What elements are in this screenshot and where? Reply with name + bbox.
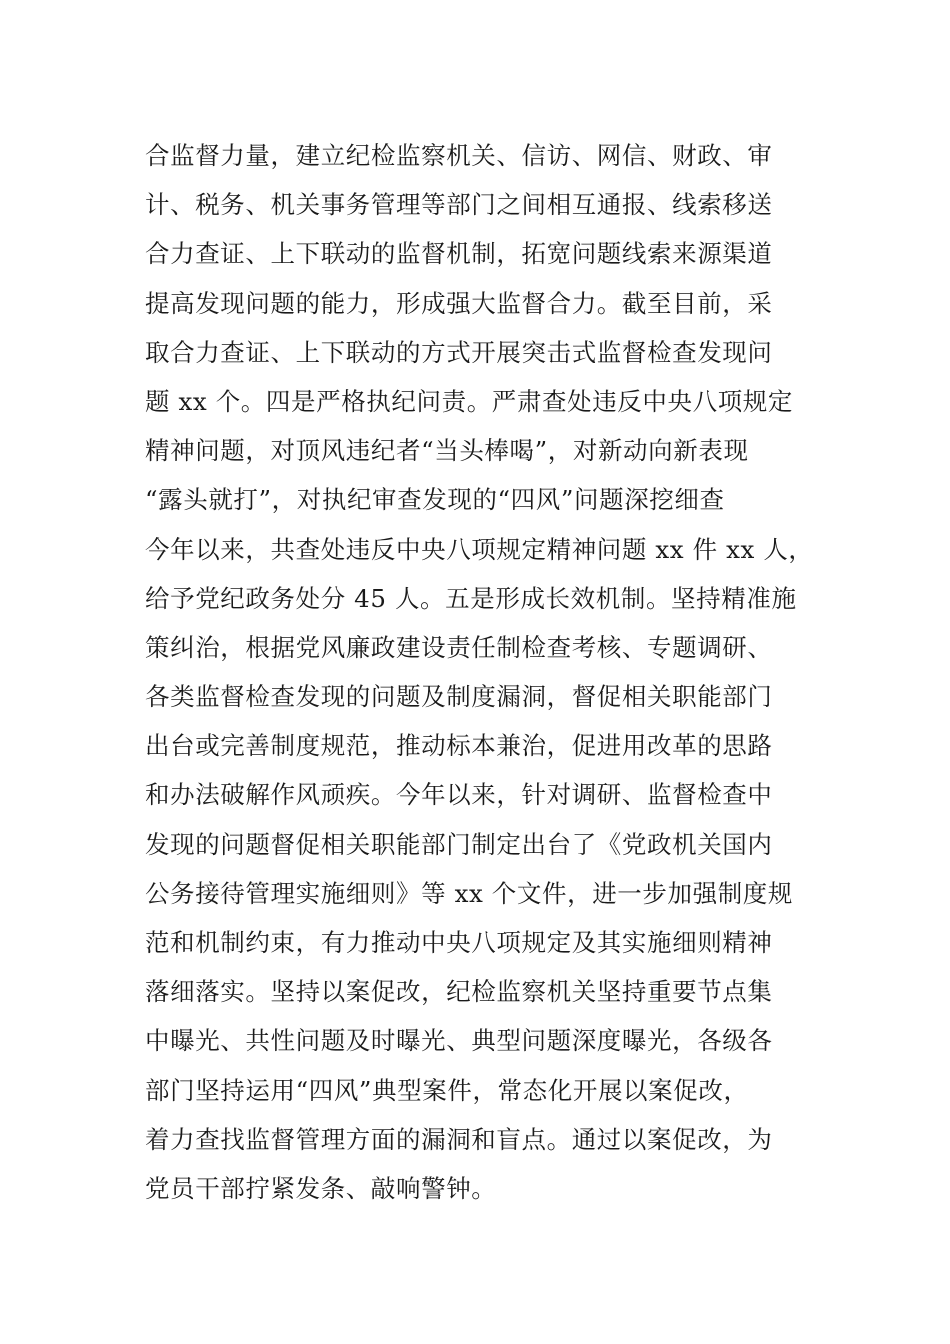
text-line: 落细落实。坚持以案促改，纪检监察机关坚持重要节点集 bbox=[145, 977, 773, 1007]
text-line: 党员干部拧紧发条、敲响警钟。 bbox=[145, 1173, 497, 1203]
text-line: 取合力查证、上下联动的方式开展突击式监督检查发现问 bbox=[145, 337, 773, 367]
text-line: 提高发现问题的能力，形成强大监督合力。截至目前，采 bbox=[145, 288, 773, 318]
text-line: 各类监督检查发现的问题及制度漏洞，督促相关职能部门 bbox=[145, 682, 773, 712]
text-line: 合力查证、上下联动的监督机制，拓宽问题线索来源渠道 bbox=[145, 239, 773, 269]
text-line: 中曝光、共性问题及时曝光、典型问题深度曝光，各级各 bbox=[145, 1026, 773, 1056]
text-line: 合监督力量，建立纪检监察机关、信访、网信、财政、审 bbox=[145, 141, 773, 170]
body-text bbox=[145, 131, 845, 1213]
text-line: 今年以来，共查处违反中央八项规定精神问题 xx 件 xx 人， bbox=[145, 534, 814, 564]
text-line: 计、税务、机关事务管理等部门之间相互通报、线索移送 bbox=[145, 190, 773, 220]
text-line: “露头就打”，对执纪审查发现的“四风”问题深挖细查 bbox=[145, 485, 725, 515]
text-line: 精神问题，对顶风违纪者“当头棒喝”，对新动向新表现 bbox=[145, 436, 749, 466]
text-line: 题 xx 个。四是严格执纪问责。严肃查处违反中央八项规定 bbox=[145, 386, 794, 416]
text-line: 策纠治，根据党风廉政建设责任制检查考核、专题调研、 bbox=[145, 632, 773, 662]
text-line: 范和机制约束，有力推动中央八项规定及其实施细则精神 bbox=[145, 928, 773, 957]
text-line: 发现的问题督促相关职能部门制定出台了《党政机关国内 bbox=[145, 829, 773, 859]
text-line: 给予党纪政务处分 45 人。五是形成长效机制。坚持精准施 bbox=[145, 583, 797, 613]
text-line: 部门坚持运用“四风”典型案件，常态化开展以案促改， bbox=[145, 1075, 749, 1105]
text-line: 公务接待管理实施细则》等 xx 个文件，进一步加强制度规 bbox=[145, 878, 794, 908]
text-line: 着力查找监督管理方面的漏洞和盲点。通过以案促改，为 bbox=[145, 1124, 773, 1154]
text-line: 出台或完善制度规范，推动标本兼治，促进用改革的思路 bbox=[145, 731, 773, 761]
text-line: 和办法破解作风顽疾。今年以来，针对调研、监督检查中 bbox=[145, 780, 773, 810]
